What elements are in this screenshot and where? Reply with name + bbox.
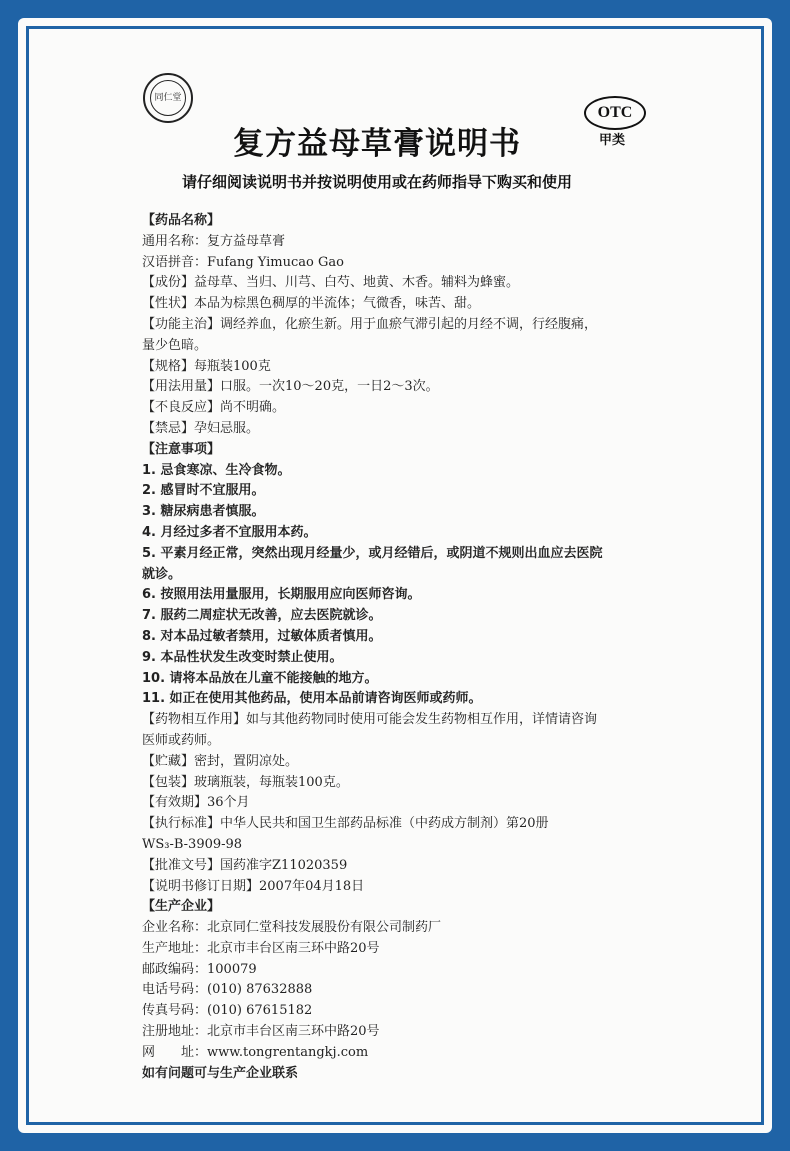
storage-text: 密封，置阴凉处。: [194, 753, 299, 769]
section-label-ingredients: 【成份】: [142, 275, 195, 291]
manufacturer-website: www.tongrentangkj.com: [207, 1044, 369, 1060]
manufacturer-row: [142, 980, 702, 1001]
section-label-character: 【性状】: [142, 296, 195, 312]
section-label-manufacturer: 【生产企业】: [142, 899, 221, 915]
adverse-text: 尚不明确。: [220, 400, 286, 416]
package-text: 玻璃瓶装，每瓶装100克。: [194, 774, 349, 790]
approval-text: 国药准字Z11020359: [220, 857, 348, 873]
section-label-standard: 【执行标准】: [142, 816, 221, 832]
seal-text: 同仁堂: [150, 80, 186, 116]
otc-badge: OTC: [584, 96, 646, 130]
specification-row: [142, 357, 702, 378]
section-label-approval: 【批准文号】: [142, 857, 221, 873]
indications-text-cont: 量少色暗。: [142, 337, 208, 353]
manufacturer-key: 注册地址：: [142, 1024, 208, 1040]
manufacturer-row: [142, 1001, 702, 1022]
manufacturer-key: 网 址：: [142, 1044, 208, 1060]
precaution-item-cont: 就诊。: [142, 566, 182, 582]
dosage-text: 口服。一次10～20克，一日2～3次。: [220, 379, 439, 395]
section-label-package: 【包装】: [142, 774, 195, 790]
contraindications-text: 孕妇忌服。: [194, 420, 260, 436]
character-row: [142, 294, 702, 315]
section-label-validity: 【有效期】: [142, 795, 208, 811]
manufacturer-row: [142, 1022, 702, 1043]
storage-row: [142, 752, 702, 773]
precaution-item: 10. 请将本品放在儿童不能接触的地方。: [142, 670, 378, 686]
manufacturer-key: 邮政编码：: [142, 961, 208, 977]
revision-text: 2007年04月18日: [259, 878, 365, 894]
standard-row: [142, 814, 702, 835]
manufacturer-value: 北京市丰台区南三环中路20号: [207, 940, 380, 956]
dosage-row: [142, 377, 702, 398]
precaution-item: 6. 按照用法用量服用，长期服用应向医师咨询。: [142, 587, 421, 603]
section-label-indications: 【功能主治】: [142, 316, 221, 332]
contraindications-row: [142, 419, 702, 440]
approval-row: [142, 856, 702, 877]
manufacturer-value: (010) 87632888: [207, 982, 313, 998]
package-row: [142, 773, 702, 794]
manufacturer-value: 100079: [207, 961, 257, 977]
section-label-interactions: 【药物相互作用】: [142, 712, 247, 728]
section-label-contraindications: 【禁忌】: [142, 420, 195, 436]
generic-name: 通用名称：复方益母草膏: [142, 233, 286, 249]
interactions-text-cont: 医师或药师。: [142, 732, 221, 748]
manufacturer-value: 北京市丰台区南三环中路20号: [207, 1024, 380, 1040]
manufacturer-row: [142, 1043, 702, 1064]
standard-text: 中华人民共和国卫生部药品标准（中药成方制剂）第20册: [220, 816, 549, 832]
ingredients-text: 益母草、当归、川芎、白芍、地黄、木香。辅料为蜂蜜。: [194, 275, 520, 291]
manufacturer-row: [142, 939, 702, 960]
indications-row: [142, 315, 702, 336]
manufacturer-value: 北京同仁堂科技发展股份有限公司制药厂: [207, 920, 442, 936]
section-label-drug-name: 【药品名称】: [142, 213, 221, 228]
precaution-item: 7. 服药二周症状无改善，应去医院就诊。: [142, 608, 382, 624]
manufacturer-row: [142, 960, 702, 981]
interactions-text: 如与其他药物同时使用可能会发生药物相互作用，详情请咨询: [246, 712, 598, 728]
interactions-row: [142, 710, 702, 731]
revision-row: [142, 877, 702, 898]
otc-class-label: 甲类: [599, 133, 626, 148]
adverse-row: [142, 398, 702, 419]
precaution-item: 2. 感冒时不宜服用。: [142, 483, 265, 499]
contact-footer: 如有问题可与生产企业联系: [142, 1065, 299, 1081]
manufacturer-key: 企业名称：: [142, 920, 208, 936]
section-label-dosage: 【用法用量】: [142, 379, 221, 395]
manufacturer-row: [142, 918, 702, 939]
precaution-item: 9. 本品性状发生改变时禁止使用。: [142, 649, 343, 665]
document-title: 复方益母草膏说明书: [233, 126, 521, 162]
indications-text: 调经养血，化瘀生新。用于血瘀气滞引起的月经不调，行经腹痛，: [220, 316, 598, 332]
section-label-storage: 【贮藏】: [142, 753, 195, 769]
pinyin-name: 汉语拼音：Fufang Yimucao Gao: [142, 254, 344, 270]
precaution-item: 5. 平素月经正常，突然出现月经量少，或月经错后，或阴道不规则出血应去医院: [142, 545, 603, 561]
validity-text: 36个月: [207, 795, 250, 811]
specification-text: 每瓶装100克: [194, 358, 271, 374]
standard-code: WS₃-B-3909-98: [142, 836, 243, 852]
precaution-item: 4. 月经过多者不宜服用本药。: [142, 524, 317, 540]
manufacturer-key: 传真号码：: [142, 1003, 208, 1019]
company-seal-logo: [143, 73, 193, 123]
manufacturer-key: 生产地址：: [142, 940, 208, 956]
document-subtitle: 请仔细阅读说明书并按说明使用或在药师指导下购买和使用: [181, 173, 572, 191]
manufacturer-details: [142, 918, 702, 1064]
section-label-specification: 【规格】: [142, 358, 195, 374]
leaflet-content: [142, 211, 702, 1084]
section-label-precautions: 【注意事项】: [142, 441, 221, 457]
section-label-adverse: 【不良反应】: [142, 400, 221, 416]
section-label-revision: 【说明书修订日期】: [142, 878, 260, 894]
precaution-item: 3. 糖尿病患者慎服。: [142, 504, 265, 520]
character-text: 本品为棕黑色稠厚的半流体；气微香，味苦、甜。: [194, 296, 481, 312]
ingredients-row: [142, 273, 702, 294]
manufacturer-key: 电话号码：: [142, 982, 208, 998]
manufacturer-value: (010) 67615182: [207, 1003, 313, 1019]
validity-row: [142, 793, 702, 814]
precaution-item: 11. 如正在使用其他药品，使用本品前请咨询医师或药师。: [142, 691, 482, 707]
precaution-item: 8. 对本品过敏者禁用，过敏体质者慎用。: [142, 628, 382, 644]
precaution-item: 1. 忌食寒凉、生冷食物。: [142, 462, 291, 478]
